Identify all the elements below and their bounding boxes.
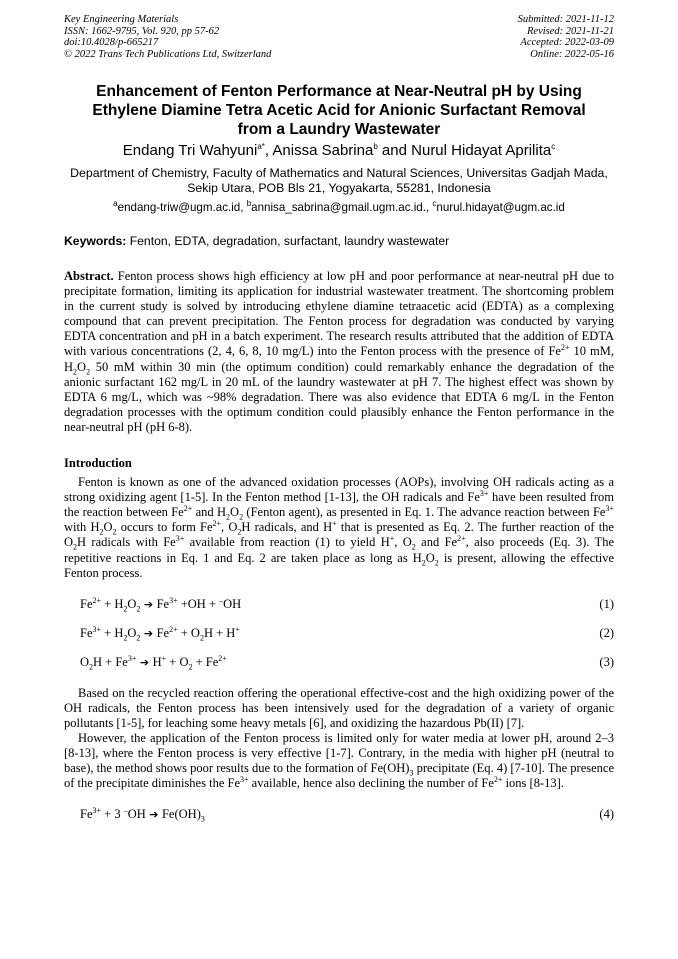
superscript: 3+	[240, 775, 249, 785]
superscript: 2+	[218, 653, 227, 663]
superscript: 2+	[560, 343, 570, 353]
superscript: 2+	[457, 534, 466, 544]
author-separator: and	[377, 142, 412, 159]
superscript: +	[332, 519, 337, 529]
text: H radicals, and H	[241, 520, 333, 535]
text: + Fe	[192, 654, 219, 669]
subscript: 2	[123, 633, 128, 643]
title-line: Ethylene Diamine Tetra Acetic Acid for Anionic Surfactant Removal	[92, 102, 586, 119]
equation-3	[64, 655, 614, 670]
superscript: 3+	[127, 653, 137, 663]
text: O	[230, 505, 240, 520]
submitted-date: Submitted: 2021-11-12	[517, 14, 614, 25]
superscript: 2+	[183, 504, 193, 514]
accepted-date: Accepted: 2022-03-09	[520, 37, 614, 48]
subscript: 2	[411, 542, 416, 552]
equation-1	[64, 597, 614, 612]
text: occurs to form Fe	[116, 520, 213, 535]
superscript: 2+	[169, 624, 178, 634]
author-name: Nurul Hidayat Aprilita	[411, 142, 552, 159]
author-name: Anissa Sabrina	[272, 142, 374, 159]
superscript: 3+	[605, 504, 614, 514]
text: O	[80, 654, 90, 669]
text: O	[103, 520, 113, 535]
email-link[interactable]: annisa_sabrina@gmail.ugm.ac.id.,	[251, 201, 433, 214]
subscript: 2	[112, 527, 117, 537]
text: OH	[223, 596, 242, 611]
text: have been resulted from the reaction between Fe	[64, 490, 614, 520]
text: Based on the recycled reaction offering the operational effective-cost and the high oxidizing power of the OH radicals, the Fenton process has been intensively used for the degradation of a variety of organic pollutants [1-5], for leaching some heavy metals [6], and oxidizing the hazardous Pb(II) [7].	[64, 685, 614, 730]
affiliation-line: Department of Chemistry, Faculty of Mathematics and Natural Sciences, Universitas Gadjah Mada,	[70, 166, 608, 180]
text: precipitate (Eq. 4) [7-10]. The presence of the precipitate diminishes the Fe	[64, 761, 615, 791]
subscript: 2	[73, 542, 78, 552]
arrow-icon: ➔	[136, 655, 153, 669]
text: O	[127, 596, 137, 611]
revised-date: Revised: 2021-11-21	[527, 25, 614, 37]
text: Fe	[80, 596, 93, 611]
arrow-icon: ➔	[140, 626, 157, 640]
section-heading-introduction: Introduction	[64, 456, 132, 471]
abstract-text: O	[77, 359, 87, 374]
subscript: 2	[123, 604, 128, 614]
abstract-label: Abstract.	[64, 269, 114, 283]
superscript: –	[219, 595, 224, 605]
text: Fe	[80, 625, 93, 640]
subscript: 2	[237, 527, 242, 537]
text: Fe(OH)	[161, 807, 201, 822]
text: and H	[192, 505, 227, 520]
doi-line: doi:10.4028/p-665217	[64, 37, 159, 48]
affiliation	[64, 166, 614, 196]
affiliation-line: Sekip Utara, POB Bls 21, Yogyakarta, 55281, Indonesia	[187, 181, 491, 195]
author-affil-mark: a*	[257, 142, 265, 151]
text: H + H	[203, 625, 236, 640]
subscript: 2	[136, 633, 141, 643]
subscript: 2	[99, 527, 104, 537]
superscript: 3+	[92, 624, 102, 634]
title-line: from a Laundry Wastewater	[237, 121, 441, 138]
text: H radicals with Fe	[77, 535, 176, 550]
title-line: Enhancement of Fenton Performance at Near-Neutral pH by Using	[96, 83, 582, 100]
equation-number: (2)	[599, 625, 614, 640]
text: , also proceeds (Eq. 3). The repetitive reactions in Eq. 1 and Eq. 2 are taken place as long as H	[64, 535, 614, 565]
superscript: 3+	[175, 534, 185, 544]
text: , O	[221, 520, 238, 535]
text: + O	[166, 654, 189, 669]
abstract	[64, 269, 614, 435]
author-affil-mark: b	[373, 142, 378, 151]
text: ions [8-13].	[502, 776, 564, 791]
subscript: 3	[200, 814, 205, 824]
journal-header	[64, 14, 614, 60]
copyright-line: © 2022 Trans Tech Publications Ltd, Switzerland	[64, 48, 272, 60]
email-mark: b	[246, 199, 252, 209]
equation-body	[80, 597, 241, 612]
subscript: 2	[73, 367, 78, 377]
superscript: +	[161, 653, 167, 663]
author-name: Endang Tri Wahyuni	[122, 142, 258, 159]
author-affil-mark: c	[551, 142, 556, 151]
author-emails	[64, 201, 614, 215]
superscript: 3+	[92, 806, 102, 816]
text: available from reaction (1) to yield H	[184, 535, 390, 550]
text: O	[425, 550, 435, 565]
text: with H	[64, 520, 100, 535]
subscript: 2	[226, 512, 231, 522]
intro-paragraph-3	[64, 731, 614, 791]
text: Fe	[156, 596, 170, 611]
text: OH	[127, 807, 146, 822]
intro-paragraph-1	[64, 475, 614, 581]
subscript: 2	[89, 662, 94, 672]
text: H + Fe	[93, 654, 128, 669]
keywords-text: Fenton, EDTA, degradation, surfactant, laundry wastewater	[126, 234, 450, 248]
text: + 3	[101, 807, 124, 822]
paper-page	[64, 14, 614, 822]
author-list	[64, 142, 614, 160]
equation-body	[80, 655, 227, 670]
author-separator: ,	[264, 142, 273, 159]
superscript: 2+	[493, 775, 503, 785]
text: Fenton is known as one of the advanced oxidation processes (AOPs), involving OH radicals acting as a strong oxidizing agent [1-5]. In the Fenton method [1-13], the OH radicals and Fe	[64, 475, 614, 505]
arrow-icon: ➔	[140, 597, 157, 611]
equation-body	[80, 807, 205, 822]
abstract-text: 50 mM within 30 min (the optimum condition) could remarkably enhance the degradation of the anionic surfactant 162 mg/L in 20 mL of the laundry wastewater at pH 7. The highest effect was shown by EDTA 6 mg/L, which was ~98% degradation. There was also evidence that EDTA 6 mg/L in the Fenton degradation processes with the optimum condition could plausibly enhance the Fenton performance in the near-neutral pH (pH 6-8).	[64, 359, 614, 434]
paper-title	[64, 82, 614, 139]
superscript: 3+	[479, 488, 489, 498]
text: +OH +	[177, 596, 220, 611]
text: and Fe	[415, 535, 458, 550]
equation-number: (3)	[599, 654, 614, 669]
journal-name: Key Engineering Materials	[64, 14, 179, 25]
equation-number: (4)	[599, 807, 614, 822]
subscript: 2	[199, 633, 204, 643]
equation-body	[80, 626, 240, 641]
text: H	[152, 654, 162, 669]
superscript: +	[235, 624, 240, 634]
superscript: 2+	[212, 519, 222, 529]
journal-info	[64, 14, 271, 60]
subscript: 2	[188, 662, 193, 672]
abstract-text: Fenton process shows high efficiency at low pH and poor performance at near-neutral pH due to precipitate formation, limiting its application for industrial wastewater treatment. The shortcoming problem in the current study is solved by introducing ethylene diamine tetraacetic acid (EDTA) as a complexing compound that can prevent precipitation. The Fenton process for degradation was conducted by varying EDTA concentration and pH in a batch experiment. The research results attributed that the addition of EDTA with various concentrations (2, 4, 6, 8, 10 mg/L) into the Fenton process with the presence of Fe	[64, 269, 614, 359]
text: + H	[101, 596, 124, 611]
subscript: 2	[421, 558, 426, 567]
superscript: –	[123, 806, 128, 816]
subscript: 2	[86, 367, 91, 377]
equation-4	[64, 807, 614, 822]
text: O	[127, 625, 137, 640]
subscript: 3	[409, 768, 414, 778]
subscript: 2	[239, 512, 244, 522]
keywords	[64, 234, 614, 249]
text: , O	[394, 535, 412, 550]
text: Fe	[156, 625, 170, 640]
email-link[interactable]: nurul.hidayat@ugm.ac.id	[436, 201, 565, 214]
text: (Fenton agent), as presented in Eq. 1. The advance reaction between Fe	[243, 505, 606, 520]
dates-info	[518, 14, 614, 60]
email-mark: a	[113, 199, 118, 209]
subscript: 2	[136, 604, 141, 614]
abstract-text: 10 mM, H	[64, 344, 614, 374]
equation-number: (1)	[599, 596, 614, 611]
issn-line: ISSN: 1662-9795, Vol. 920, pp 57-62	[64, 25, 220, 37]
equation-2	[64, 626, 614, 641]
text: + O	[177, 625, 200, 640]
superscript: 3+	[169, 595, 178, 605]
text: + H	[101, 625, 124, 640]
keywords-label: Keywords:	[64, 234, 127, 248]
intro-paragraph-2	[64, 686, 614, 731]
text: that is presented as Eq. 2. The further reaction of the O	[64, 520, 614, 550]
email-mark: c	[432, 199, 437, 209]
superscript: +	[389, 534, 395, 544]
arrow-icon: ➔	[145, 808, 162, 822]
superscript: 2+	[92, 595, 102, 605]
text: Fe	[80, 807, 93, 822]
text: available, hence also declining the number of Fe	[248, 776, 494, 791]
online-date: Online: 2022-05-16	[530, 48, 614, 60]
subscript: 2	[434, 558, 439, 567]
text: is present, allowing the effective Fenton process.	[64, 550, 614, 580]
text: However, the application of the Fenton process is limited only for water media at lower pH, around 2–3 [8-13], where the Fenton process is very effective [1-7]. Contrary, in the media with higher pH (neutral to base), the method shows poor results due to the formation of Fe(OH)	[64, 730, 614, 776]
email-link[interactable]: endang-triw@ugm.ac.id,	[117, 201, 247, 214]
